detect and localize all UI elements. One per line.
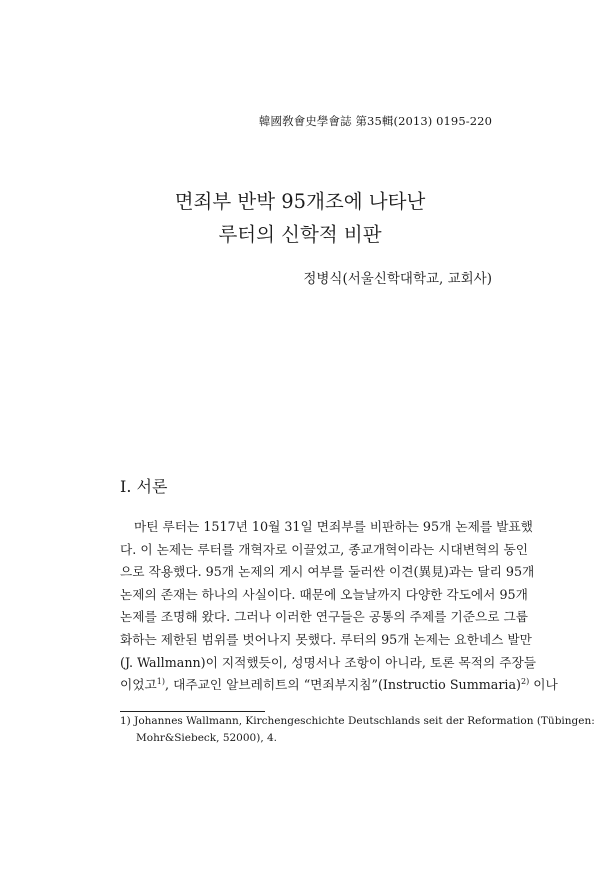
- footnote-line: 1) Johannes Wallmann, Kirchengeschichte Deutschlands seit der Reformation (Tübingen:: [120, 715, 595, 727]
- body-paragraph: [120, 516, 558, 697]
- footnote-marker: 1): [156, 676, 165, 686]
- footnote-divider: [120, 711, 265, 712]
- author-affiliation: 정병식(서울신학대학교, 교회사): [303, 271, 492, 287]
- section-heading: I. 서론: [120, 477, 168, 496]
- body-line: 다. 이 논제는 루터를 개혁자로 이끌었고, 종교개혁이라는 시대변혁의 동인: [120, 541, 529, 557]
- body-line: 마틴 루터는 1517년 10월 31일 면죄부를 비판하는 95개 논제를 발표했: [134, 519, 533, 534]
- article-title-line-1: 면죄부 반박 95개조에 나타난: [174, 190, 426, 213]
- journal-header: 韓國敎會史學會誌 第35輯(2013) 0195-220: [258, 114, 492, 128]
- footnote-line: Mohr&Siebeck, 52000), 4.: [136, 731, 278, 744]
- article-title-line-2: 루터의 신학적 비판: [218, 223, 382, 246]
- body-line: 논제의 존재는 하나의 사실이다. 때문에 오늘날까지 다양한 각도에서 95개: [120, 586, 528, 602]
- body-line: 화하는 제한된 범위를 벗어나지 못했다. 루터의 95개 논제는 요한네스 발만: [120, 631, 532, 647]
- body-line: (J. Wallmann)이 지적했듯이, 성명서나 조항이 아니라, 토론 목적의 주장들: [120, 654, 537, 670]
- footnote-marker: 2): [520, 676, 530, 686]
- footnote: [120, 713, 595, 746]
- body-line: 논제를 조명해 왔다. 그러나 이러한 연구들은 공통의 주제를 기준으로 그룹: [120, 609, 529, 625]
- body-line: 이었고$^{1)}$, 대주교인 알브레히트의 “면죄부지침”(Instructio Summaria)$^{2)}$ 이나: [120, 676, 558, 693]
- body-line: 으로 작용했다. 95개 논제의 게시 여부를 둘러싼 이견(異見)과는 달리 95개: [120, 564, 535, 580]
